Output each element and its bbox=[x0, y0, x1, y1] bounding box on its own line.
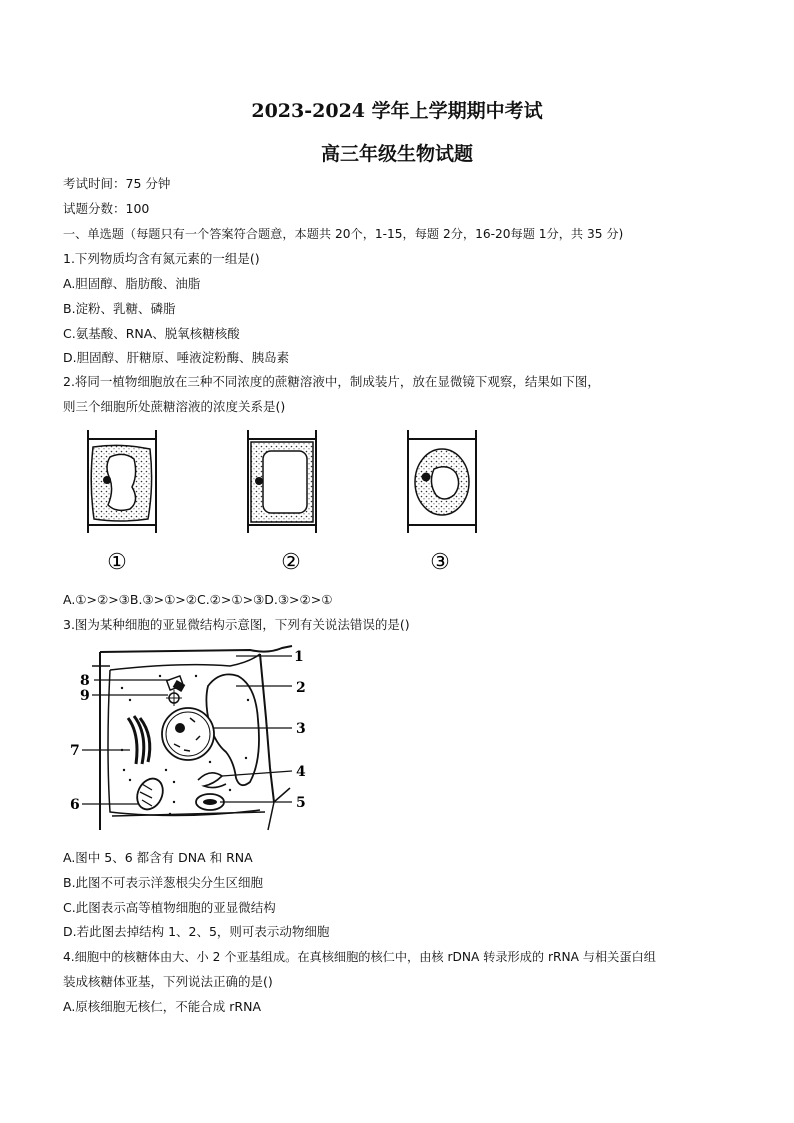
q1-option-c: C.氨基酸、RNA、脱氧核糖核酸 bbox=[63, 326, 240, 341]
q1-option-d: D.胆固醇、肝糖原、唾液淀粉酶、胰岛素 bbox=[63, 350, 290, 365]
q2-options: A.①>②>③B.③>①>②C.②>①>③D.③>②>① bbox=[63, 592, 333, 607]
q1-option-b: B.淀粉、乳糖、磷脂 bbox=[63, 301, 176, 316]
cell-ultrastructure-diagram bbox=[70, 640, 340, 840]
q1-stem: 1.下列物质均含有氮元素的一组是() bbox=[63, 251, 260, 266]
cell-1-drawing bbox=[88, 430, 156, 533]
q3-option-a: A.图中 5、6 都含有 DNA 和 RNA bbox=[63, 850, 253, 865]
label-1: 1 bbox=[294, 649, 304, 665]
exam-title: 2023-2024 学年上学期期中考试 bbox=[251, 100, 543, 122]
exam-score: 试题分数：100 bbox=[63, 201, 150, 216]
cell-label-2: ② bbox=[281, 550, 301, 575]
q2-stem-line1: 2.将同一植物细胞放在三种不同浓度的蔗糖溶液中，制成装片，放在显微镜下观察，结果如下图， bbox=[63, 374, 600, 389]
label-4: 4 bbox=[296, 764, 306, 780]
q3-option-d: D.若此图去掉结构 1、2、5，则可表示动物细胞 bbox=[63, 924, 330, 939]
q2-stem-line2: 则三个细胞所处蔗糖溶液的浓度关系是() bbox=[63, 399, 286, 414]
label-8: 8 bbox=[80, 673, 90, 689]
section-heading: 一、单选题（每题只有一个答案符合题意，本题共 20个，1-15，每题 2分，16-20每题 1分，共 35 分) bbox=[63, 227, 624, 241]
q3-option-b: B.此图不可表示洋葱根尖分生区细胞 bbox=[63, 875, 264, 890]
exam-subtitle: 高三年级生物试题 bbox=[320, 143, 473, 165]
q4-stem-line2: 装成核糖体亚基，下列说法正确的是() bbox=[63, 974, 273, 989]
label-6: 6 bbox=[70, 797, 80, 813]
label-2: 2 bbox=[296, 680, 306, 696]
label-5: 5 bbox=[296, 795, 306, 811]
exam-time: 考试时间：75 分钟 bbox=[63, 176, 171, 191]
cell-label-1: ① bbox=[107, 550, 127, 575]
q3-stem: 3.图为某种细胞的亚显微结构示意图，下列有关说法错误的是() bbox=[63, 617, 410, 632]
q4-stem-line1: 4.细胞中的核糖体由大、小 2 个亚基组成。在真核细胞的核仁中，由核 rDNA 转录形成的 rRNA 与相关蛋白组 bbox=[63, 950, 656, 964]
plasmolysis-figure bbox=[60, 425, 480, 585]
q3-option-c: C.此图表示高等植物细胞的亚显微结构 bbox=[63, 900, 276, 915]
cell-3-drawing bbox=[408, 430, 476, 533]
q1-option-a: A.胆固醇、脂肪酸、油脂 bbox=[63, 276, 201, 291]
q4-option-a: A.原核细胞无核仁，不能合成 rRNA bbox=[63, 999, 262, 1014]
cell-2-drawing bbox=[248, 430, 316, 533]
label-9: 9 bbox=[80, 688, 90, 704]
cell-label-3: ③ bbox=[430, 550, 450, 575]
label-3: 3 bbox=[296, 721, 306, 737]
label-7: 7 bbox=[70, 743, 80, 759]
